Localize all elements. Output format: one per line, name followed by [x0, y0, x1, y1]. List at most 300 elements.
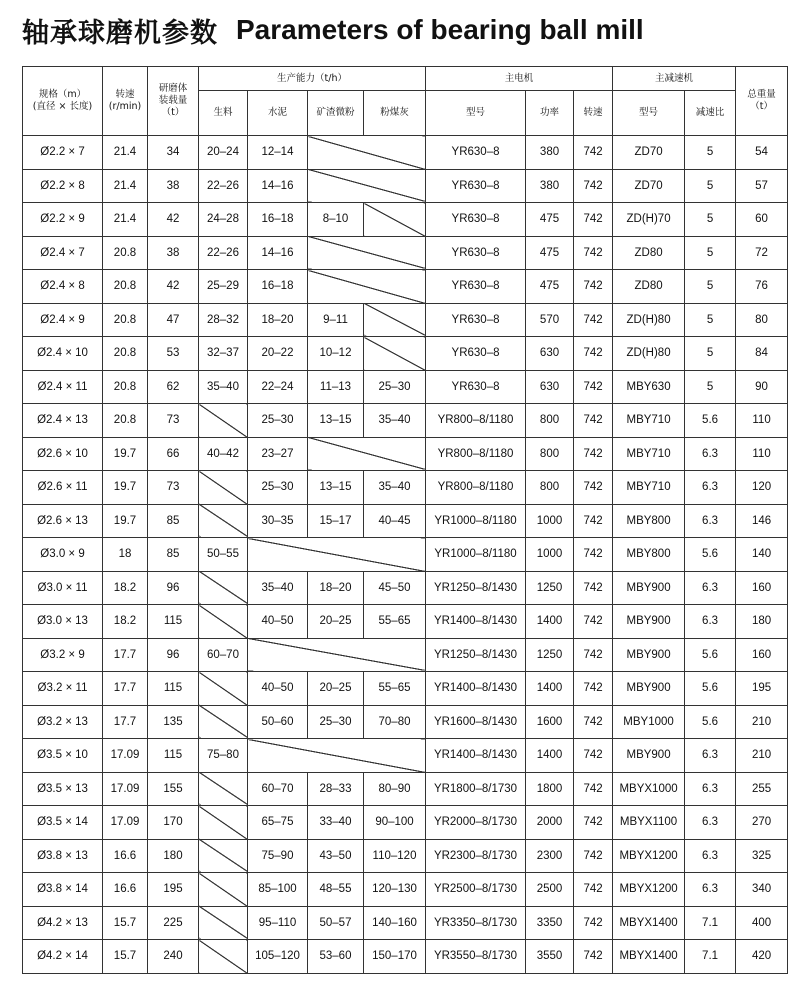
cell-spec: Ø4.2 × 14	[23, 940, 103, 974]
header-motor-model: 型号	[426, 91, 526, 136]
cell-slag-powder: 13–15	[308, 404, 364, 438]
cell-reducer-ratio: 5	[685, 136, 736, 170]
table-row	[23, 605, 788, 639]
cell-motor-speed: 742	[574, 672, 613, 706]
cell-spec: Ø2.6 × 11	[23, 471, 103, 505]
cell-motor-speed: 742	[574, 839, 613, 873]
cell-weight: 400	[736, 906, 788, 940]
cell-spec: Ø4.2 × 13	[23, 906, 103, 940]
cell-cement: 30–35	[248, 504, 308, 538]
cell-motor-power: 1250	[526, 638, 574, 672]
cell-reducer-model: MBY710	[613, 437, 685, 471]
cell-motor-power: 475	[526, 270, 574, 304]
cell-fly-ash: 90–100	[364, 806, 426, 840]
empty-cell	[199, 873, 248, 907]
cell-motor-power: 380	[526, 136, 574, 170]
table-row	[23, 638, 788, 672]
empty-cell	[248, 538, 426, 572]
cell-motor-model: YR630–8	[426, 337, 526, 371]
cell-spec: Ø3.0 × 13	[23, 605, 103, 639]
cell-load: 73	[148, 404, 199, 438]
cell-motor-model: YR1250–8/1430	[426, 638, 526, 672]
table-row	[23, 873, 788, 907]
cell-speed: 18	[103, 538, 148, 572]
cell-raw-meal: 35–40	[199, 370, 248, 404]
cell-load: 195	[148, 873, 199, 907]
cell-motor-power: 800	[526, 404, 574, 438]
cell-speed: 18.2	[103, 605, 148, 639]
cell-load: 240	[148, 940, 199, 974]
cell-cement: 16–18	[248, 270, 308, 304]
cell-motor-model: YR2500–8/1730	[426, 873, 526, 907]
cell-weight: 72	[736, 236, 788, 270]
header-cement: 水泥	[248, 91, 308, 136]
cell-slag-powder: 50–57	[308, 906, 364, 940]
table-row	[23, 404, 788, 438]
cell-slag-powder: 20–25	[308, 672, 364, 706]
cell-reducer-ratio: 6.3	[685, 471, 736, 505]
cell-load: 170	[148, 806, 199, 840]
cell-spec: Ø2.2 × 7	[23, 136, 103, 170]
cell-fly-ash: 120–130	[364, 873, 426, 907]
cell-reducer-ratio: 5.6	[685, 404, 736, 438]
cell-spec: Ø2.4 × 11	[23, 370, 103, 404]
cell-weight: 140	[736, 538, 788, 572]
cell-raw-meal: 40–42	[199, 437, 248, 471]
empty-cell	[199, 504, 248, 538]
cell-load: 85	[148, 538, 199, 572]
cell-slag-powder: 48–55	[308, 873, 364, 907]
cell-cement: 18–20	[248, 303, 308, 337]
cell-motor-power: 1000	[526, 504, 574, 538]
cell-motor-speed: 742	[574, 471, 613, 505]
cell-reducer-model: ZD(H)80	[613, 337, 685, 371]
cell-reducer-model: ZD80	[613, 236, 685, 270]
table-row	[23, 906, 788, 940]
cell-reducer-ratio: 6.3	[685, 437, 736, 471]
cell-load: 47	[148, 303, 199, 337]
cell-reducer-ratio: 5	[685, 337, 736, 371]
cell-weight: 110	[736, 437, 788, 471]
cell-reducer-model: MBY900	[613, 739, 685, 773]
table-row	[23, 705, 788, 739]
cell-raw-meal: 60–70	[199, 638, 248, 672]
cell-motor-speed: 742	[574, 705, 613, 739]
table-row	[23, 270, 788, 304]
cell-reducer-model: MBY800	[613, 504, 685, 538]
cell-fly-ash: 70–80	[364, 705, 426, 739]
title-english: Parameters of bearing ball mill	[236, 14, 644, 45]
cell-weight: 84	[736, 337, 788, 371]
cell-motor-model: YR630–8	[426, 370, 526, 404]
cell-load: 34	[148, 136, 199, 170]
table-row	[23, 337, 788, 371]
cell-reducer-ratio: 5	[685, 236, 736, 270]
cell-weight: 90	[736, 370, 788, 404]
cell-motor-model: YR630–8	[426, 169, 526, 203]
cell-raw-meal: 28–32	[199, 303, 248, 337]
cell-motor-model: YR1400–8/1430	[426, 672, 526, 706]
cell-reducer-ratio: 5	[685, 169, 736, 203]
cell-motor-power: 800	[526, 437, 574, 471]
cell-speed: 20.8	[103, 236, 148, 270]
cell-reducer-ratio: 6.3	[685, 873, 736, 907]
table-row	[23, 471, 788, 505]
cell-motor-power: 2300	[526, 839, 574, 873]
cell-speed: 18.2	[103, 571, 148, 605]
cell-motor-speed: 742	[574, 538, 613, 572]
cell-motor-power: 570	[526, 303, 574, 337]
cell-speed: 20.8	[103, 303, 148, 337]
cell-motor-speed: 742	[574, 136, 613, 170]
document-title	[22, 10, 644, 50]
header-fly-ash: 粉煤灰	[364, 91, 426, 136]
cell-load: 62	[148, 370, 199, 404]
cell-fly-ash: 55–65	[364, 605, 426, 639]
cell-motor-speed: 742	[574, 739, 613, 773]
header-load: 研磨体 装载量 （t）	[148, 67, 199, 136]
cell-motor-speed: 742	[574, 236, 613, 270]
cell-reducer-model: MBY900	[613, 571, 685, 605]
cell-raw-meal: 20–24	[199, 136, 248, 170]
cell-weight: 255	[736, 772, 788, 806]
cell-reducer-ratio: 6.3	[685, 772, 736, 806]
cell-cement: 40–50	[248, 605, 308, 639]
cell-spec: Ø2.4 × 10	[23, 337, 103, 371]
cell-fly-ash: 55–65	[364, 672, 426, 706]
cell-cement: 105–120	[248, 940, 308, 974]
cell-cement: 75–90	[248, 839, 308, 873]
table-row	[23, 169, 788, 203]
cell-fly-ash: 40–45	[364, 504, 426, 538]
cell-raw-meal: 22–26	[199, 169, 248, 203]
table-row	[23, 940, 788, 974]
cell-spec: Ø2.2 × 9	[23, 203, 103, 237]
cell-spec: Ø3.2 × 9	[23, 638, 103, 672]
cell-speed: 19.7	[103, 504, 148, 538]
cell-cement: 14–16	[248, 169, 308, 203]
cell-speed: 16.6	[103, 873, 148, 907]
cell-fly-ash: 80–90	[364, 772, 426, 806]
cell-cement: 20–22	[248, 337, 308, 371]
cell-reducer-ratio: 7.1	[685, 906, 736, 940]
empty-cell	[199, 839, 248, 873]
cell-speed: 21.4	[103, 203, 148, 237]
cell-load: 180	[148, 839, 199, 873]
cell-load: 96	[148, 571, 199, 605]
cell-cement: 35–40	[248, 571, 308, 605]
cell-slag-powder: 10–12	[308, 337, 364, 371]
empty-cell	[199, 672, 248, 706]
cell-motor-model: YR800–8/1180	[426, 471, 526, 505]
cell-slag-powder: 8–10	[308, 203, 364, 237]
empty-cell	[308, 136, 426, 170]
cell-reducer-model: MBY710	[613, 404, 685, 438]
table-row	[23, 672, 788, 706]
cell-weight: 54	[736, 136, 788, 170]
cell-speed: 20.8	[103, 337, 148, 371]
cell-reducer-ratio: 7.1	[685, 940, 736, 974]
cell-reducer-ratio: 5.6	[685, 705, 736, 739]
cell-slag-powder: 28–33	[308, 772, 364, 806]
header-speed: 转速 (r/min)	[103, 67, 148, 136]
cell-reducer-ratio: 6.3	[685, 605, 736, 639]
cell-motor-power: 3550	[526, 940, 574, 974]
cell-load: 96	[148, 638, 199, 672]
cell-reducer-model: MBY1000	[613, 705, 685, 739]
cell-motor-power: 1250	[526, 571, 574, 605]
cell-motor-power: 1000	[526, 538, 574, 572]
cell-load: 53	[148, 337, 199, 371]
cell-reducer-model: MBYX1200	[613, 873, 685, 907]
cell-motor-speed: 742	[574, 504, 613, 538]
cell-reducer-ratio: 5.6	[685, 672, 736, 706]
cell-motor-speed: 742	[574, 337, 613, 371]
parameters-table	[22, 66, 788, 974]
cell-slag-powder: 43–50	[308, 839, 364, 873]
header-weight: 总重量 （t）	[736, 67, 788, 136]
cell-load: 135	[148, 705, 199, 739]
cell-fly-ash: 150–170	[364, 940, 426, 974]
cell-slag-powder: 20–25	[308, 605, 364, 639]
cell-reducer-ratio: 5	[685, 303, 736, 337]
cell-speed: 17.09	[103, 772, 148, 806]
cell-motor-speed: 742	[574, 940, 613, 974]
cell-weight: 210	[736, 739, 788, 773]
cell-motor-model: YR1400–8/1430	[426, 739, 526, 773]
empty-cell	[199, 906, 248, 940]
cell-slag-powder: 15–17	[308, 504, 364, 538]
cell-speed: 21.4	[103, 136, 148, 170]
cell-cement: 40–50	[248, 672, 308, 706]
cell-motor-speed: 742	[574, 404, 613, 438]
empty-cell	[199, 772, 248, 806]
cell-reducer-ratio: 6.3	[685, 739, 736, 773]
cell-motor-model: YR3350–8/1730	[426, 906, 526, 940]
cell-motor-model: YR630–8	[426, 203, 526, 237]
cell-weight: 340	[736, 873, 788, 907]
cell-motor-power: 2000	[526, 806, 574, 840]
cell-load: 66	[148, 437, 199, 471]
cell-motor-power: 800	[526, 471, 574, 505]
cell-cement: 65–75	[248, 806, 308, 840]
cell-speed: 20.8	[103, 370, 148, 404]
empty-cell	[248, 739, 426, 773]
cell-load: 38	[148, 236, 199, 270]
cell-weight: 195	[736, 672, 788, 706]
cell-load: 42	[148, 203, 199, 237]
cell-reducer-model: MBY900	[613, 672, 685, 706]
cell-speed: 16.6	[103, 839, 148, 873]
cell-weight: 60	[736, 203, 788, 237]
cell-slag-powder: 9–11	[308, 303, 364, 337]
cell-motor-speed: 742	[574, 169, 613, 203]
cell-slag-powder: 18–20	[308, 571, 364, 605]
header-reducer: 主减速机	[613, 67, 736, 91]
table-row	[23, 504, 788, 538]
cell-motor-speed: 742	[574, 605, 613, 639]
table-row	[23, 806, 788, 840]
cell-weight: 146	[736, 504, 788, 538]
cell-reducer-model: MBYX1200	[613, 839, 685, 873]
cell-cement: 25–30	[248, 471, 308, 505]
cell-motor-speed: 742	[574, 806, 613, 840]
cell-speed: 20.8	[103, 404, 148, 438]
empty-cell	[308, 236, 426, 270]
cell-motor-speed: 742	[574, 303, 613, 337]
empty-cell	[199, 806, 248, 840]
cell-spec: Ø3.8 × 14	[23, 873, 103, 907]
cell-motor-model: YR800–8/1180	[426, 437, 526, 471]
cell-reducer-model: MBY800	[613, 538, 685, 572]
cell-motor-power: 630	[526, 337, 574, 371]
cell-weight: 76	[736, 270, 788, 304]
cell-spec: Ø2.6 × 10	[23, 437, 103, 471]
cell-speed: 17.7	[103, 672, 148, 706]
cell-load: 115	[148, 672, 199, 706]
empty-cell	[364, 303, 426, 337]
table-row	[23, 739, 788, 773]
cell-motor-model: YR2300–8/1730	[426, 839, 526, 873]
cell-motor-speed: 742	[574, 906, 613, 940]
cell-spec: Ø2.6 × 13	[23, 504, 103, 538]
cell-reducer-model: MBY900	[613, 605, 685, 639]
cell-reducer-model: MBYX1400	[613, 906, 685, 940]
cell-speed: 19.7	[103, 471, 148, 505]
cell-weight: 80	[736, 303, 788, 337]
header-spec: 规格（m） (直径 × 长度)	[23, 67, 103, 136]
cell-motor-speed: 742	[574, 203, 613, 237]
cell-motor-power: 475	[526, 236, 574, 270]
cell-slag-powder: 11–13	[308, 370, 364, 404]
cell-reducer-ratio: 6.3	[685, 806, 736, 840]
cell-motor-model: YR630–8	[426, 236, 526, 270]
cell-raw-meal: 32–37	[199, 337, 248, 371]
header-raw-meal: 生料	[199, 91, 248, 136]
table-row	[23, 538, 788, 572]
cell-weight: 160	[736, 571, 788, 605]
cell-load: 73	[148, 471, 199, 505]
cell-weight: 270	[736, 806, 788, 840]
cell-reducer-model: ZD70	[613, 169, 685, 203]
cell-cement: 85–100	[248, 873, 308, 907]
cell-fly-ash: 110–120	[364, 839, 426, 873]
cell-spec: Ø3.8 × 13	[23, 839, 103, 873]
header-capacity: 生产能力（t/h）	[199, 67, 426, 91]
cell-motor-power: 2500	[526, 873, 574, 907]
cell-fly-ash: 35–40	[364, 404, 426, 438]
cell-motor-power: 630	[526, 370, 574, 404]
table-body	[23, 136, 788, 974]
cell-speed: 19.7	[103, 437, 148, 471]
header-reducer-model: 型号	[613, 91, 685, 136]
cell-motor-model: YR1800–8/1730	[426, 772, 526, 806]
cell-weight: 160	[736, 638, 788, 672]
cell-spec: Ø3.2 × 13	[23, 705, 103, 739]
cell-motor-speed: 742	[574, 772, 613, 806]
cell-slag-powder: 33–40	[308, 806, 364, 840]
table-row	[23, 571, 788, 605]
cell-cement: 50–60	[248, 705, 308, 739]
cell-speed: 17.09	[103, 739, 148, 773]
cell-reducer-model: MBYX1100	[613, 806, 685, 840]
cell-reducer-ratio: 5	[685, 370, 736, 404]
cell-motor-model: YR630–8	[426, 136, 526, 170]
cell-reducer-model: MBY710	[613, 471, 685, 505]
cell-motor-power: 1400	[526, 739, 574, 773]
empty-cell	[364, 337, 426, 371]
cell-motor-speed: 742	[574, 638, 613, 672]
cell-weight: 120	[736, 471, 788, 505]
table-row	[23, 437, 788, 471]
table-row	[23, 303, 788, 337]
cell-cement: 22–24	[248, 370, 308, 404]
cell-reducer-ratio: 5.6	[685, 538, 736, 572]
cell-fly-ash: 45–50	[364, 571, 426, 605]
cell-raw-meal: 22–26	[199, 236, 248, 270]
cell-spec: Ø3.5 × 14	[23, 806, 103, 840]
cell-spec: Ø2.4 × 7	[23, 236, 103, 270]
table-row	[23, 370, 788, 404]
cell-reducer-model: MBYX1000	[613, 772, 685, 806]
table-row	[23, 772, 788, 806]
cell-weight: 420	[736, 940, 788, 974]
cell-raw-meal: 50–55	[199, 538, 248, 572]
cell-spec: Ø3.2 × 11	[23, 672, 103, 706]
cell-speed: 21.4	[103, 169, 148, 203]
cell-reducer-ratio: 6.3	[685, 839, 736, 873]
cell-spec: Ø3.0 × 9	[23, 538, 103, 572]
cell-motor-power: 3350	[526, 906, 574, 940]
cell-reducer-ratio: 5	[685, 270, 736, 304]
cell-slag-powder: 25–30	[308, 705, 364, 739]
empty-cell	[199, 404, 248, 438]
cell-motor-model: YR630–8	[426, 303, 526, 337]
cell-load: 115	[148, 605, 199, 639]
cell-speed: 17.7	[103, 638, 148, 672]
header-motor-speed: 转速	[574, 91, 613, 136]
cell-slag-powder: 13–15	[308, 471, 364, 505]
empty-cell	[199, 471, 248, 505]
table-row	[23, 839, 788, 873]
cell-weight: 110	[736, 404, 788, 438]
cell-load: 85	[148, 504, 199, 538]
cell-motor-power: 1600	[526, 705, 574, 739]
cell-spec: Ø3.5 × 13	[23, 772, 103, 806]
cell-weight: 210	[736, 705, 788, 739]
cell-cement: 16–18	[248, 203, 308, 237]
empty-cell	[308, 169, 426, 203]
cell-cement: 14–16	[248, 236, 308, 270]
cell-raw-meal: 24–28	[199, 203, 248, 237]
cell-speed: 15.7	[103, 940, 148, 974]
cell-spec: Ø3.0 × 11	[23, 571, 103, 605]
cell-fly-ash: 25–30	[364, 370, 426, 404]
cell-weight: 180	[736, 605, 788, 639]
cell-spec: Ø3.5 × 10	[23, 739, 103, 773]
cell-motor-speed: 742	[574, 370, 613, 404]
cell-motor-power: 1400	[526, 672, 574, 706]
title-chinese: 轴承球磨机参数	[22, 17, 218, 49]
table-row	[23, 236, 788, 270]
table-row	[23, 203, 788, 237]
cell-spec: Ø2.4 × 9	[23, 303, 103, 337]
cell-motor-model: YR3550–8/1730	[426, 940, 526, 974]
cell-cement: 23–27	[248, 437, 308, 471]
cell-spec: Ø2.2 × 8	[23, 169, 103, 203]
empty-cell	[199, 705, 248, 739]
cell-load: 225	[148, 906, 199, 940]
